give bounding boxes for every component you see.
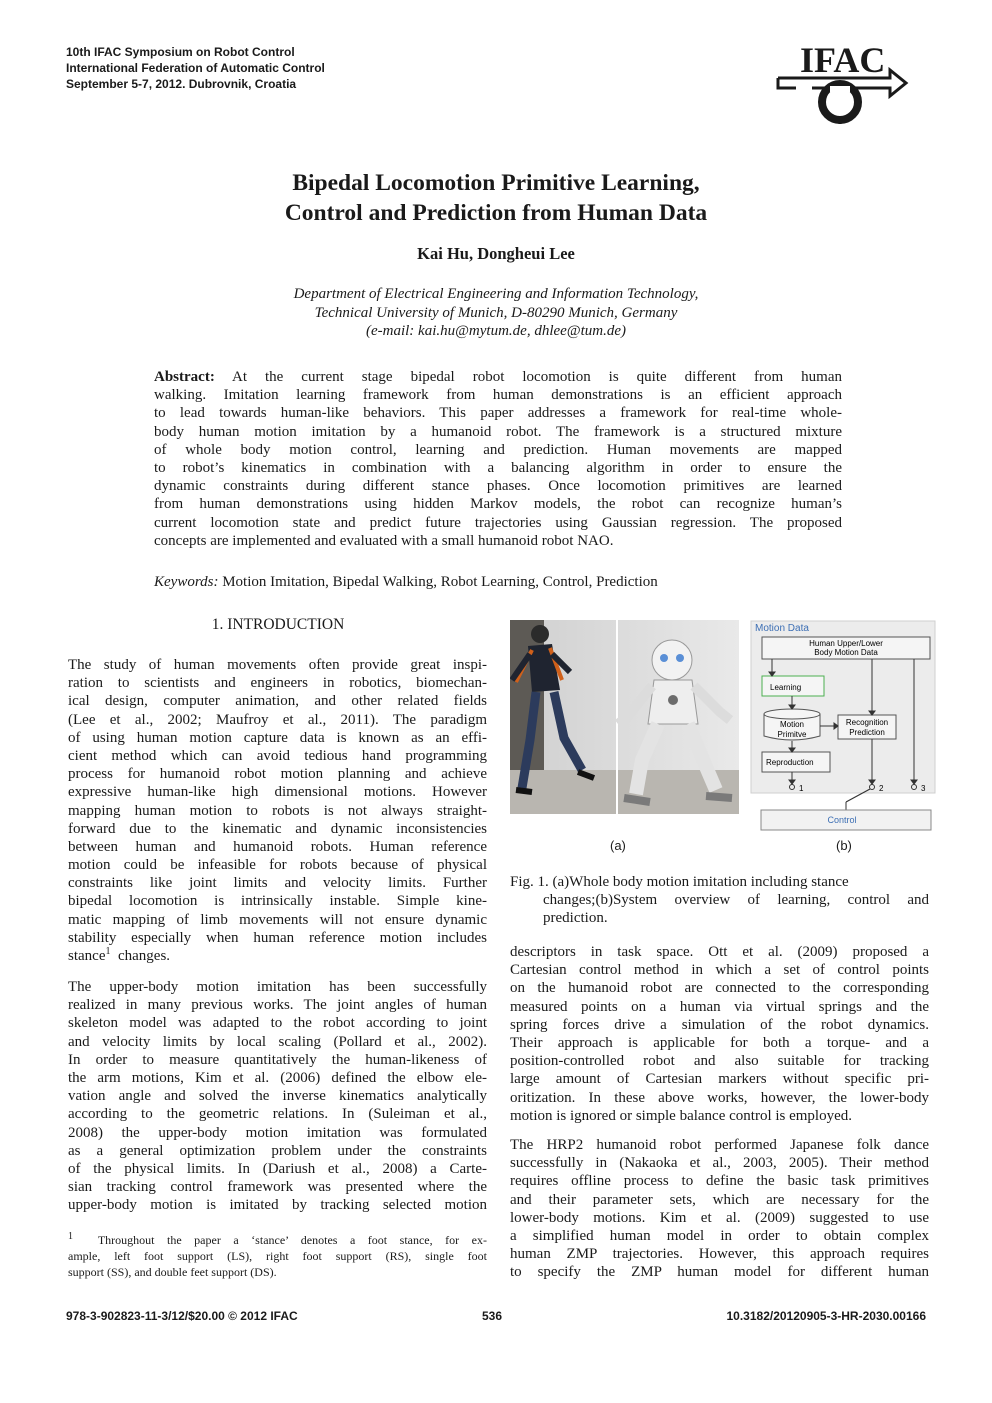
keywords-text: Motion Imitation, Bipedal Walking, Robot Learning, Control, Prediction [222, 574, 658, 590]
conference-header [66, 44, 486, 92]
body-line: motion is ignored or simple balance control is employed. [510, 1107, 853, 1124]
body-line: In order to measure quantitatively the human-likeness of [68, 1051, 487, 1068]
footer-doi: 10.3182/20120905-3-HR-2030.00166 [726, 1309, 926, 1323]
body-line: upper-body motion is imitated by tracking selected motion [68, 1197, 487, 1214]
motion-primitive-db [764, 709, 820, 719]
body-line: mapping human motion to robots is not always straight- [68, 802, 487, 819]
footnote-line: support (SS), and double feet support (DS). [68, 1265, 277, 1279]
body-line: lower-body motions. Kim et al. (2009) suggested to use [510, 1209, 929, 1226]
body-line: descriptors in task space. Ott et al. (2009) proposed a [510, 944, 929, 960]
conference-name: 10th IFAC Symposium on Robot Control [66, 45, 295, 59]
figure-photo-human-robot [510, 620, 739, 814]
body-line: 2008) the upper-body motion imitation was formulated [68, 1124, 487, 1141]
footer-isbn: 978-3-902823-11-3/12/$20.00 © 2012 IFAC [66, 1309, 298, 1323]
diagram-title: Motion Data [755, 623, 809, 634]
ifac-logo [772, 40, 912, 132]
body-line: of the physical limits. In (Dariush et al., 2008) a Carte- [68, 1160, 487, 1177]
caption-line: prediction. [543, 910, 608, 927]
body-line: The study of human movements often provide great inspi- [68, 657, 487, 673]
body-line: The HRP2 humanoid robot performed Japanese folk dance [510, 1137, 929, 1153]
human-box-line-2: Body Motion Data [814, 648, 878, 657]
body-line: motion could be infeasible for robots because of physical [68, 857, 487, 874]
body-line: Cartesian control method in which a set of control points [510, 962, 929, 979]
caption-line: changes;(b)System overview of learning, control and [543, 892, 929, 909]
body-line: a simplified human model in order to obtain complex [510, 1227, 929, 1244]
affiliation-email: (e-mail: kai.hu@mytum.de, dhlee@tum.de) [365, 323, 627, 339]
body-line: to specify the ZMP human model for different human [510, 1264, 929, 1281]
abstract-line: to robot’s kinematics in combination with a balancing algorithm in order to ensure the [154, 459, 842, 476]
body-line: spring forces drive a simulation of the robot dynamics. [510, 1016, 929, 1033]
body-line: ration to scientists and engineers in robotics, biomechan- [68, 675, 487, 692]
figure-system-diagram [750, 620, 936, 840]
recognition-label: Recognition [845, 718, 889, 727]
body-line: requires offline process to define the basic task primitives [510, 1173, 929, 1190]
body-line: human ZMP trajectories. However, this approach requires [510, 1246, 929, 1263]
footnote-line: ample, left foot support (LS), right foot support (RS), single foot [68, 1249, 487, 1263]
right-paragraph-2 [510, 1136, 929, 1282]
body-line: and their parameter sets, which are necessary for the [510, 1191, 929, 1208]
human-box-line-1: Human Upper/Lower [809, 639, 883, 648]
switch-label-3: 3 [921, 784, 926, 793]
footnote-mark: 1 [105, 947, 111, 957]
prediction-label: Prediction [849, 728, 885, 737]
abstract-line: concepts are implemented and evaluated with a small humanoid robot NAO. [154, 532, 614, 549]
switch-label-1: 1 [799, 784, 804, 793]
body-line: (Lee et al., 2002; Maufroy et al., 2011). The paradigm [68, 711, 487, 728]
abstract-label: Abstract: [154, 369, 215, 385]
abstract [154, 368, 842, 550]
body-line: vation angle and solved the inverse kinematics analytically [68, 1088, 487, 1105]
body-line: and velocity limits by local scaling (Pollard et al., 2002). [68, 1033, 487, 1050]
body-line: according to the geometric relations. In (Suleiman et al., [68, 1106, 487, 1123]
abstract-line: current locomotion state and predict future trajectories using Gaussian regression. The proposed [154, 514, 842, 531]
primitive-label-1: Motion [779, 720, 805, 729]
affiliation-line-1: Department of Electrical Engineering and Information Technology, [293, 286, 699, 302]
body-line: realized in many previous works. The joint angles of human [68, 997, 487, 1014]
body-line: position-controlled robot and also suitable for tracking [510, 1053, 929, 1070]
footnote-line: $^1$ Throughout the paper a ‘stance’ denotes a foot stance, for ex- [68, 1231, 487, 1247]
abstract-line: body human motion imitation by a humanoid robot. The framework is a structured mixture [154, 423, 842, 440]
body-line: Their approach is applicable for both a torque- and a [510, 1034, 929, 1051]
control-label: Control [827, 815, 857, 825]
organization-name: International Federation of Automatic Control [66, 61, 325, 75]
body-line: cient method which can avoid tedious hand programming [68, 747, 487, 764]
body-line: process for humanoid robot motion planning and achieve [68, 766, 487, 783]
paper-title [120, 168, 872, 228]
body-line: as a general optimization problem under the constraints [68, 1142, 487, 1159]
reproduction-label: Reproduction [766, 758, 814, 767]
figure-caption [510, 873, 929, 928]
body-line: on the humanoid robot are connected to the corresponding [510, 980, 929, 997]
body-line: sian tracking control framework was presented where the [68, 1179, 487, 1196]
body-line: measured points on a human via virtual springs and the [510, 998, 929, 1015]
title-line-2: Control and Prediction from Human Data [284, 200, 708, 226]
body-line: stability especially when human reference motion includes [68, 929, 487, 946]
footnote [68, 1232, 487, 1280]
body-line: of using human motion capture data is known as an effi- [68, 729, 487, 746]
body-line: the arm motions, Kim et al. (2006) defined the elbow ele- [68, 1069, 487, 1086]
body-line: between human and humanoid robots. Human reference [68, 838, 487, 855]
author-affiliation [120, 285, 872, 341]
conference-date-location: September 5-7, 2012. Dubrovnik, Croatia [66, 77, 297, 91]
body-line: matic mapping of limb movements will not ensure dynamic [68, 911, 487, 928]
abstract-line: from human demonstrations using hidden Markov models, the robot can recognize human’s [154, 496, 842, 513]
body-line: skeleton model was adapted to the robot according to joint [68, 1015, 487, 1032]
page-number: 536 [482, 1309, 503, 1323]
body-line: ical design, computer animation, and other related fields [68, 693, 487, 710]
section-heading: 1. INTRODUCTION [211, 616, 345, 633]
figure-label-b: (b) [836, 838, 852, 853]
title-line-1: Bipedal Locomotion Primitive Learning, [292, 170, 700, 196]
body-line: bipedal locomotion is intrinsically instable. Simple kine- [68, 893, 487, 910]
right-paragraph-1 [510, 943, 929, 1125]
intro-paragraph-2 [68, 978, 487, 1214]
switch-label-2: 2 [879, 784, 884, 793]
ifac-logo-text: IFAC [800, 40, 886, 80]
body-line: successfully in (Nakaoka et al., 2003, 2005). Their method [510, 1155, 929, 1172]
abstract-line: Abstract: At the current stage bipedal robot locomotion is quite different from human [154, 369, 842, 385]
learning-label: Learning [770, 683, 802, 692]
affiliation-line-2: Technical University of Munich, D-80290 Munich, Germany [314, 304, 678, 321]
body-line: constraints like joint limits and velocity limits. Further [68, 875, 487, 892]
body-line: forward due to the kinematic and dynamic inconsistencies [68, 820, 487, 837]
abstract-line: to lead towards human-like behaviors. This paper addresses a framework for real-time whole- [154, 405, 842, 422]
body-line: stance$^1$ changes. [68, 947, 171, 964]
intro-paragraph-1 [68, 656, 487, 965]
caption-line: Fig. 1. (a)Whole body motion imitation including stance [510, 874, 849, 890]
keywords-label: Keywords: [154, 574, 219, 590]
abstract-line: of whole body motion control, learning and prediction. Human movements are mapped [154, 441, 842, 458]
body-line: expressive human-like high dimensional motions. However [68, 784, 487, 801]
paper-authors: Kai Hu, Dongheui Lee [417, 244, 575, 263]
abstract-line: dynamic constraints during different stance phases. Once locomotion primitives are learned [154, 478, 842, 495]
abstract-line: walking. Imitation learning framework from human demonstrations is an efficient approach [154, 387, 842, 404]
body-line: oritization. In these above works, however, the lower-body [510, 1089, 929, 1106]
keywords [154, 574, 854, 591]
body-line: large amount of Cartesian markers without specific pri- [510, 1071, 929, 1088]
primitive-label-2: Primitve [777, 730, 807, 739]
figure-label-a: (a) [610, 838, 626, 853]
body-line: The upper-body motion imitation has been successfully [68, 979, 487, 995]
